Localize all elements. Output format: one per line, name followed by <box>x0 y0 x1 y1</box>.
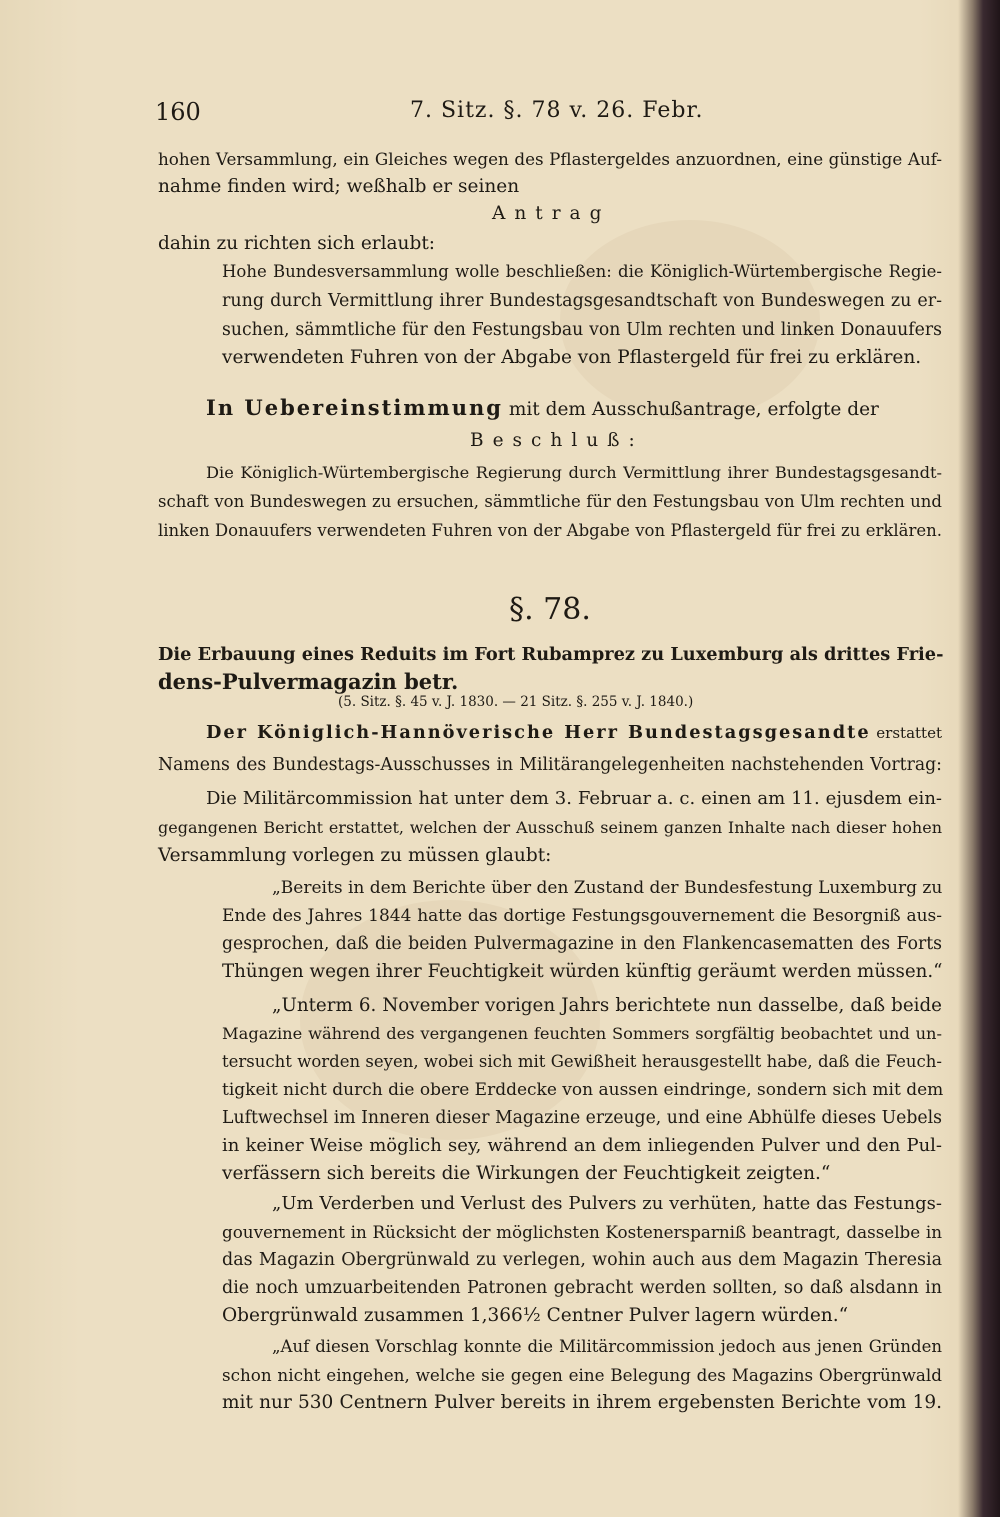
text-line: Versammlung vorlegen zu müssen glaubt: <box>158 845 552 866</box>
text-line: „Bereits in dem Berichte über den Zustand der Bundesfestung Luxemburg zu <box>272 878 943 898</box>
in-uebereinstimmung: In Uebereinstimmung <box>206 395 503 420</box>
text-line: gegangenen Bericht erstattet, welchen der Ausschuß seinem ganzen Inhalte nach dieser hohen <box>158 818 942 837</box>
text-line: schon nicht eingehen, welche sie gegen eine Belegung des Magazins Obergrünwald <box>222 1365 942 1385</box>
text-line: „Unterm 6. November vorigen Jahrs berichtete nun dasselbe, daß beide <box>272 995 942 1016</box>
text-line: Ende des Jahres 1844 hatte das dortige Festungsgouvernement die Besorgniß aus- <box>222 906 942 926</box>
text-line: suchen, sämmtliche für den Festungsbau von Ulm rechten und linken Donauufers <box>222 320 942 340</box>
text-line: Magazine während des vergangenen feuchten Sommers sorgfältig beobachtet und un- <box>222 1024 942 1043</box>
text-line: „Auf diesen Vorschlag konnte die Militärcommission jedoch aus jenen Gründen <box>272 1337 942 1356</box>
text-line: verwendeten Fuhren von der Abgabe von Pflastergeld für frei zu erklären. <box>222 347 922 368</box>
beschluss-heading: Beschluß: <box>470 430 644 451</box>
text-line: das Magazin Obergrünwald zu verlegen, wohin auch aus dem Magazin Theresia <box>222 1250 942 1270</box>
text-line: schaft von Bundeswegen zu ersuchen, sämmtliche für den Festungsbau von Ulm rechten und <box>158 492 942 511</box>
text-line: Namens des Bundestags-Ausschusses in Militärangelegenheiten nachstehenden Vortrag: <box>158 755 942 775</box>
section-title-line: Die Erbauung eines Reduits im Fort Rubamprez zu Luxemburg als drittes Frie- <box>158 644 944 665</box>
text-line: Obergrünwald zusammen 1,366½ Centner Pulver lagern würden.“ <box>222 1305 849 1326</box>
text-line: tigkeit nicht durch die obere Erddecke von aussen eindringe, sondern sich mit dem <box>222 1080 944 1100</box>
text-line: „Um Verderben und Verlust des Pulvers zu verhüten, hatte das Festungs- <box>272 1193 942 1214</box>
text-line: dahin zu richten sich erlaubt: <box>158 233 435 254</box>
text-line: tersucht worden seyen, wobei sich mit Gewißheit herausgestellt habe, daß die Feuch- <box>222 1052 942 1071</box>
text-line <box>206 720 942 746</box>
text-line <box>206 395 942 423</box>
text-line: hohen Versammlung, ein Gleiches wegen des Pflastergeldes anzuordnen, eine günstige Auf- <box>158 149 942 169</box>
text-line: nahme finden wird; weßhalb er seinen <box>158 176 520 197</box>
text-line: rung durch Vermittlung ihrer Bundestagsgesandtschaft von Bundeswegen zu er- <box>222 291 942 311</box>
text-line: gouvernement in Rücksicht der möglichsten Kostenersparniß beantragt, dasselbe in <box>222 1222 942 1242</box>
text-line: Die Königlich-Würtembergische Regierung durch Vermittlung ihrer Bundestagsgesandt- <box>206 463 942 482</box>
page-header <box>155 98 855 132</box>
text-line: verfässern sich bereits die Wirkungen der Feuchtigkeit zeigten.“ <box>222 1163 831 1184</box>
text-line: mit nur 530 Centnern Pulver bereits in ihrem ergebensten Berichte vom 19. <box>222 1392 942 1413</box>
text-line: Die Militärcommission hat unter dem 3. Februar a. c. einen am 11. ejusdem ein- <box>206 788 942 809</box>
text-line: Thüngen wegen ihrer Feuchtigkeit würden künftig geräumt werden müssen.“ <box>222 961 943 982</box>
speaker: Der Königlich-Hannöverische Herr Bundestagsgesandte <box>206 722 871 743</box>
text-fragment: mit dem Ausschußantrage, erfolgte der <box>508 399 879 420</box>
citation: (5. Sitz. §. 45 v. J. 1830. — 21 Sitz. §. 255 v. J. 1840.) <box>338 694 694 710</box>
text-fragment: erstattet <box>876 724 942 742</box>
text-line: Luftwechsel im Inneren dieser Magazine erzeuge, und eine Abhülfe dieses Uebels <box>222 1108 942 1128</box>
text-line: in keiner Weise möglich sey, während an dem inliegenden Pulver und den Pul- <box>222 1135 942 1156</box>
text-line: Hohe Bundesversammlung wolle beschließen: die Königlich-Würtembergische Regie- <box>222 262 942 281</box>
text-line: linken Donauufers verwendeten Fuhren von der Abgabe von Pflastergeld für frei zu erklären. <box>158 521 942 540</box>
section-title-line: dens-Pulvermagazin betr. <box>158 669 459 694</box>
text-line: die noch umzuarbeitenden Patronen gebracht werden sollten, so daß alsdann in <box>222 1278 942 1298</box>
book-spine-shadow <box>958 0 1000 1517</box>
antrag-heading: Antrag <box>492 203 611 224</box>
running-title: 7. Sitz. §. 78 v. 26. Febr. <box>410 98 704 123</box>
text-line: gesprochen, daß die beiden Pulvermagazine in den Flankencasematten des Forts <box>222 934 942 954</box>
page-number: 160 <box>155 98 201 126</box>
section-number: §. 78. <box>509 592 591 627</box>
